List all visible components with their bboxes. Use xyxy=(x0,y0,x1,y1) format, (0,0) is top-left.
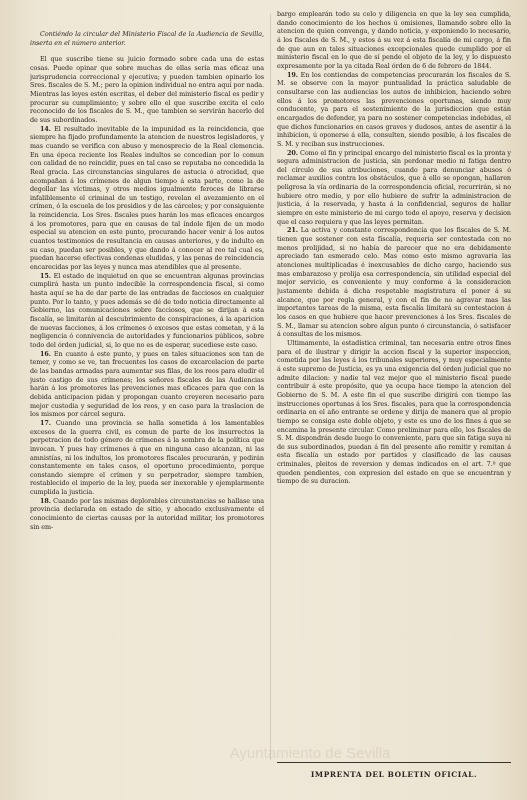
imprint-line: IMPRENTA DEL BOLETIN OFICIAL. xyxy=(310,770,478,779)
paragraph-number: 18. xyxy=(40,496,51,505)
paragraph-text: El resultado inevitable de la impunidad es la reincidencia, que siempre ha fijado profundamente la atencion de nuestros legisladores, y mas cuando se verifica con abuso y menosprecio de la Real clemencia. En una época reciente los Reales indultos se concedian por lo comun con calidad de no reincidir, pues en tal caso se reputaba no concedida la Real gracia. Las circunstancias singulares de astucia ó atrocidad, que acompañan á los crímenes de algun tiempo á esta parte, como la de degollar las víctimas, y otros medios igualmente feroces de librarse infaliblemente el criminal de un testigo, revelan el avezamiento en el crímen, ó la escuela de los presidios y de las cárceles; y por consiguiente la reincidencia. Los Sres. fiscales pues harán los mas eficaces encargos á los promotores, para que en causas de tal índole fijen de un modo especial su atencion en este punto, procurando hacer venir á los autos cuantos testimonios de resultancia en causas anteriores, y de indulto en su caso, puedan ser posibles, y que dando á conocer al reo tal cual es, puedan hacerse efectivas condenas eludidas, y las penas de reincidencia encarecidas por las leyes y nunca mas atendibles que al presente. xyxy=(30,124,264,272)
left-column xyxy=(30,10,264,792)
paragraph xyxy=(277,226,511,339)
paragraph-number: 17. xyxy=(40,418,51,427)
paragraph xyxy=(30,419,264,497)
paragraph xyxy=(30,497,264,532)
section-heading: Contiéndo la circular del Ministerio Fiscal de la Audiencia de Sevilla, inserta en el número anterior. xyxy=(30,30,264,47)
right-paragraphs xyxy=(277,10,511,486)
paragraph xyxy=(277,339,511,486)
archive-watermark: Ayuntamiento de Sevilla xyxy=(229,745,391,762)
paragraph xyxy=(277,10,511,71)
paragraph xyxy=(30,272,264,350)
paragraph-number: 16. xyxy=(40,349,51,358)
paragraph-text: Ultimamente, la estadística criminal, tan necesaria entre otros fines para el de ilustrar y dirigir la accion fiscal y la superior inspeccion, cometida por las leyes á los tribunales superiores, y muy especialmente á este supremo de Justicia, es ya una exigencia del órden judicial que no admite dilacion: y nadie tal vez mejor que el ministerio fiscal puede contribuir á este propósito, que ya ocupa hace tiempo la atencion del Gobierno de S. M. A este fin el que suscribe dirigirá con tiempo las instrucciones oportunas á los Sres. fiscales, para que la correspondencia ordinaria en el año entrante se ordene y dirija de manera que al propio tiempo se consiga este doble objeto, y este es uno de los fines á que se encamina la presente circular. Como preliminar para ello, los fiscales de S. M. dispondrán desde luego lo conveniente, para que sin fatiga suya ni de sus subordinados, puedan á fin del presente año remitir y remitan á esta fiscalía un estado por partidos y clasificado de las causas criminales, pleitos de reversion y demas indicados en el art. 7.º que queden pendientes, con expresion del estado en que se encuentran y tiempo de su duracion. xyxy=(277,338,511,486)
paragraph-number: 19. xyxy=(287,70,298,79)
paragraph xyxy=(30,55,264,124)
paragraph-text: En cuanto á este punto, y pues en tales situaciones son tan de temer, y como se ve, tan frecuentes los casos de excarcelacion de parte de las bandas armadas para aumentar sus filas, de los reos para eludir el justo castigo de sus crímenes; los señores fiscales de las Audiencias harán á los promotores las prevenciones mas eficaces para que con la debida anticipacion pidan y propongan cuanto creyeren necesario para mejor custodia y seguridad de los reos, y en caso para la traslacion de los mismos por cárcel segura. xyxy=(30,349,264,419)
paragraph-text: En los contiendas de competencias procurarán los fiscales de S. M. se observe con la mayor puntualidad la práctica saludable de consultarse con las audiencias los autos de inhibicion, haciendo sobre ellos á los promotores las prevenciones oportunas, siendo muy conducente, ya para el sostenimiento de la jurisdiccion que están encargados de defender, ya para no sostener competencias indebidas, el que dichos funcionarios en casos graves y dudosos, antes de asentir á la inhibicion, ú oponerse á ella, consulten, siendo posible, á los fiscales de S. M. y reciban sus instrucciones. xyxy=(277,70,511,148)
paragraph-text: Como el fin y principal encargo del ministerio fiscal es la pronta y segura administracion de justicia, sin perdonar medio ni fatiga dentro del círculo de sus atribuciones, cuando para denunciar abusos ó reclamar auxilios contra los obstáculos, que á ello se opongan, hallaren peligrosa la vía ordinaria de la correspondencia oficial, recurrirán, si no hubiere otro medio, y por ello hubiere de sufrir la administracion de justicia, á la reservada, y hasta á la confidencial, seguros de hallar siempre en este ministerio de mi cargo todo el apoyo, reserva y decision que el caso requiera y que las leyes permitan. xyxy=(277,148,511,226)
paragraph xyxy=(30,125,264,272)
paragraph-number: 20. xyxy=(287,148,298,157)
imprint-rule xyxy=(277,762,511,763)
paragraph-text: El estado de inquietud en que se encuentran algunas provincias cumplirá hasta un punto indecible la correspondencia fiscal, si como hasta aquí se ha de dar parte de las entradas de facciosos en cualquier punto. Por lo tanto, y pues además se dé de todo noticia directamente al Gobierno, las comunicaciones sobre facciosos, que se dirijan á esta fiscalía, se limitarán al descubrimiento de conspiraciones, á la aparicion de nuevas facciones, á los crímenes ó excesos que estas cometan, y á la negligencia ó connivencia de autoridades y funcionarios públicos, sobre todo del órden judicial, si, lo que no es de esperar, sucediese este caso. xyxy=(30,271,264,349)
paragraph xyxy=(277,149,511,227)
paragraph xyxy=(30,350,264,419)
paragraph-number: 21. xyxy=(287,226,298,235)
paragraph-text: Cuando una provincia se halla sometida á los lamentables excesos de la guerra civil, es comun de parte de los insurrectos la perpetracion de todo género de crímenes á la sombra de la política que invocan. Y pues hay crímenes á que en ninguna caso alcanzan, ni las amnistías, ni los indultos, los promotores fiscales procurarán, y pedirán constantemente en tales casos, el oportuno procedimiento, porque constando siempre el crímen y su perpetrador, siempre tambien, restablecido el imperio de la ley, pueda ser inexorable y ejemplarmente cumplida la justicia. xyxy=(30,418,264,497)
paragraph-number: 14. xyxy=(40,124,51,133)
paragraph-text: La activa y constante correspondencia que los fiscales de S. M. tienen que sostener con esta fiscalía, requeria ser contestada con no menos prolijidad, si no había de parecer que no era debidamente apreciado tan esmerado celo. Mas como esto mismo agravaria las atenciones multiplicadas é inexcusables de dicho cargo, haciendo sus mas embarazoso y prolija esa correspondencia, sin utilidad especial del mejor servicio, es conveniente y muy conforme á la consideracion justamente debida á dicha respetable magistratura el poner á su alcance, que por regla general, y con el fin de no agravar mas las importantes tareas de la misma, esta fiscalía limitará su contestacion á los casos en que hubiere que hacer prevenciones á los Sres. fiscales de S. M., llamar su atencion sobre algun punto ó circunstancia, ó satisfacer á consultas de los mismos. xyxy=(277,226,511,339)
right-column xyxy=(277,10,511,792)
paragraph-text: Cuando por las mismas deplorables circunstancias se hallase una provincia declarada en estado de sitio, y ahocado exclusivamente el conocimiento de ciertas causas por la autoridad militar, los promotores sin em- xyxy=(30,496,264,531)
paragraph-text: El que suscribe tiene su juicio formado sobre cada una de estas cosas. Puede opinar que sobre muchas de ellas sería mas eficaz una jurisprudencia correccional y ejecutiva; y pueden tambien opinarlo los Sres. fiscales de S. M.; pero la opinion individual no entra aquí por nada. Mientras las leyes estén escritas, el deber del ministerio fiscal es pedir y procurar su cumplimiento; y sobre ello el que suscribe excita el celo reconocido de los fiscales de S. M., que tambien se servirán hacerlo del de sus subordinados. xyxy=(30,55,264,124)
paragraph-text: bargo emplearán todo su celo y diligencia en que la ley sea cumplida, dando conocimiento de los hechos ú omisiones, llamando sobre ello la atencion de quien convenga, y dando noticia, y exponiendo lo necesario, á los fiscales de S. M., y estos á su vez á esta fiscalía de mi cargo, á fin de que aun en tales situaciones excepcionales quede cumplido por el ministerio fiscal en lo que de sí pende el objeto de la ley, y lo dispuesto expresamente por la ya citada Real órden de 6 de febrero de 1844. xyxy=(277,10,511,70)
left-paragraphs xyxy=(30,55,264,531)
paragraph-number: 15. xyxy=(40,271,51,280)
paragraph xyxy=(277,71,511,149)
column-divider xyxy=(270,14,271,760)
